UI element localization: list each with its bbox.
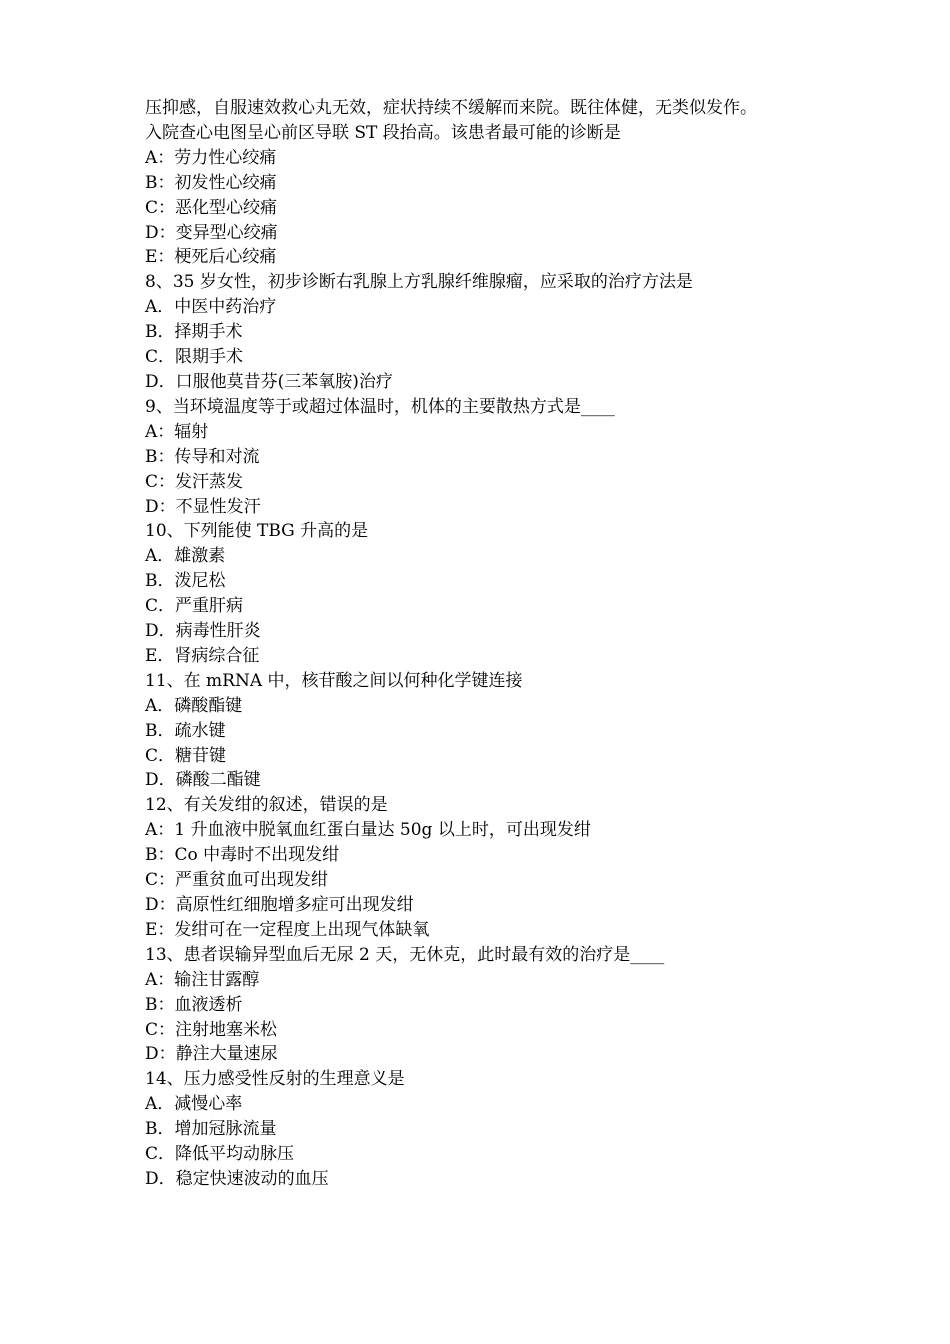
answer-option: D．病毒性肝炎 <box>145 621 261 642</box>
text-line: 入院查心电图呈心前区导联 ST 段抬高。该患者最可能的诊断是 <box>145 122 621 143</box>
answer-option: B．疏水键 <box>145 720 226 741</box>
answer-option: C：严重贫血可出现发绀 <box>145 870 329 891</box>
answer-option: B．泼尼松 <box>145 571 226 592</box>
answer-option: E．肾病综合征 <box>145 645 260 666</box>
document-page <box>145 96 825 1192</box>
answer-option: E：发绀可在一定程度上出现气体缺氧 <box>145 919 430 940</box>
question-text: 10、下列能使 TBG 升高的是 <box>145 521 369 542</box>
answer-option: A．磷酸酯键 <box>145 695 243 716</box>
text-line: 压抑感，自服速效救心丸无效，症状持续不缓解而来院。既往体健，无类似发作。 <box>145 98 757 118</box>
answer-option: A：劳力性心绞痛 <box>145 147 277 168</box>
answer-option: B．增加冠脉流量 <box>145 1119 277 1140</box>
answer-option: D：高原性红细胞增多症可出现发绀 <box>145 895 414 915</box>
answer-option: C．严重肝病 <box>145 596 244 617</box>
answer-option: C．降低平均动脉压 <box>145 1144 295 1165</box>
answer-option: C：恶化型心绞痛 <box>145 197 278 218</box>
question-text: 12、有关发绀的叙述，错误的是 <box>145 795 388 816</box>
answer-option: A．中医中药治疗 <box>145 297 277 318</box>
answer-option: D：静注大量速尿 <box>145 1044 278 1065</box>
answer-option: C：发汗蒸发 <box>145 471 244 492</box>
answer-option: A．减慢心率 <box>145 1094 243 1115</box>
answer-option: B：初发性心绞痛 <box>145 172 277 193</box>
answer-option: C：注射地塞米松 <box>145 1019 278 1040</box>
answer-option: B．择期手术 <box>145 322 243 343</box>
answer-option: A：输注甘露醇 <box>145 969 260 990</box>
answer-option: D．稳定快速波动的血压 <box>145 1168 329 1189</box>
answer-option: D．磷酸二酯键 <box>145 770 261 791</box>
question-text: 11、在 mRNA 中，核苷酸之间以何种化学键连接 <box>145 670 523 691</box>
question-text: 9、当环境温度等于或超过体温时，机体的主要散热方式是____ <box>145 396 615 417</box>
answer-option: D：不显性发汗 <box>145 496 261 517</box>
answer-option: B：血液透析 <box>145 994 243 1015</box>
answer-option: E：梗死后心绞痛 <box>145 247 277 268</box>
answer-option: C．限期手术 <box>145 347 244 368</box>
question-text: 14、压力感受性反射的生理意义是 <box>145 1069 405 1090</box>
question-text: 8、35 岁女性，初步诊断右乳腺上方乳腺纤维腺瘤，应采取的治疗方法是 <box>145 272 693 293</box>
answer-option: A．雄激素 <box>145 546 226 567</box>
answer-option: A：辐射 <box>145 421 209 442</box>
answer-option: D：变异型心绞痛 <box>145 222 278 243</box>
answer-option: A：1 升血液中脱氧血红蛋白量达 50g 以上时，可出现发绀 <box>145 820 591 841</box>
answer-option: C．糖苷键 <box>145 745 227 766</box>
answer-option: B：传导和对流 <box>145 446 260 467</box>
answer-option: B：Co 中毒时不出现发绀 <box>145 845 340 866</box>
answer-option: D．口服他莫昔芬(三苯氧胺)治疗 <box>145 371 393 392</box>
question-text: 13、患者误输异型血后无尿 2 天，无休克，此时最有效的治疗是____ <box>145 944 665 965</box>
